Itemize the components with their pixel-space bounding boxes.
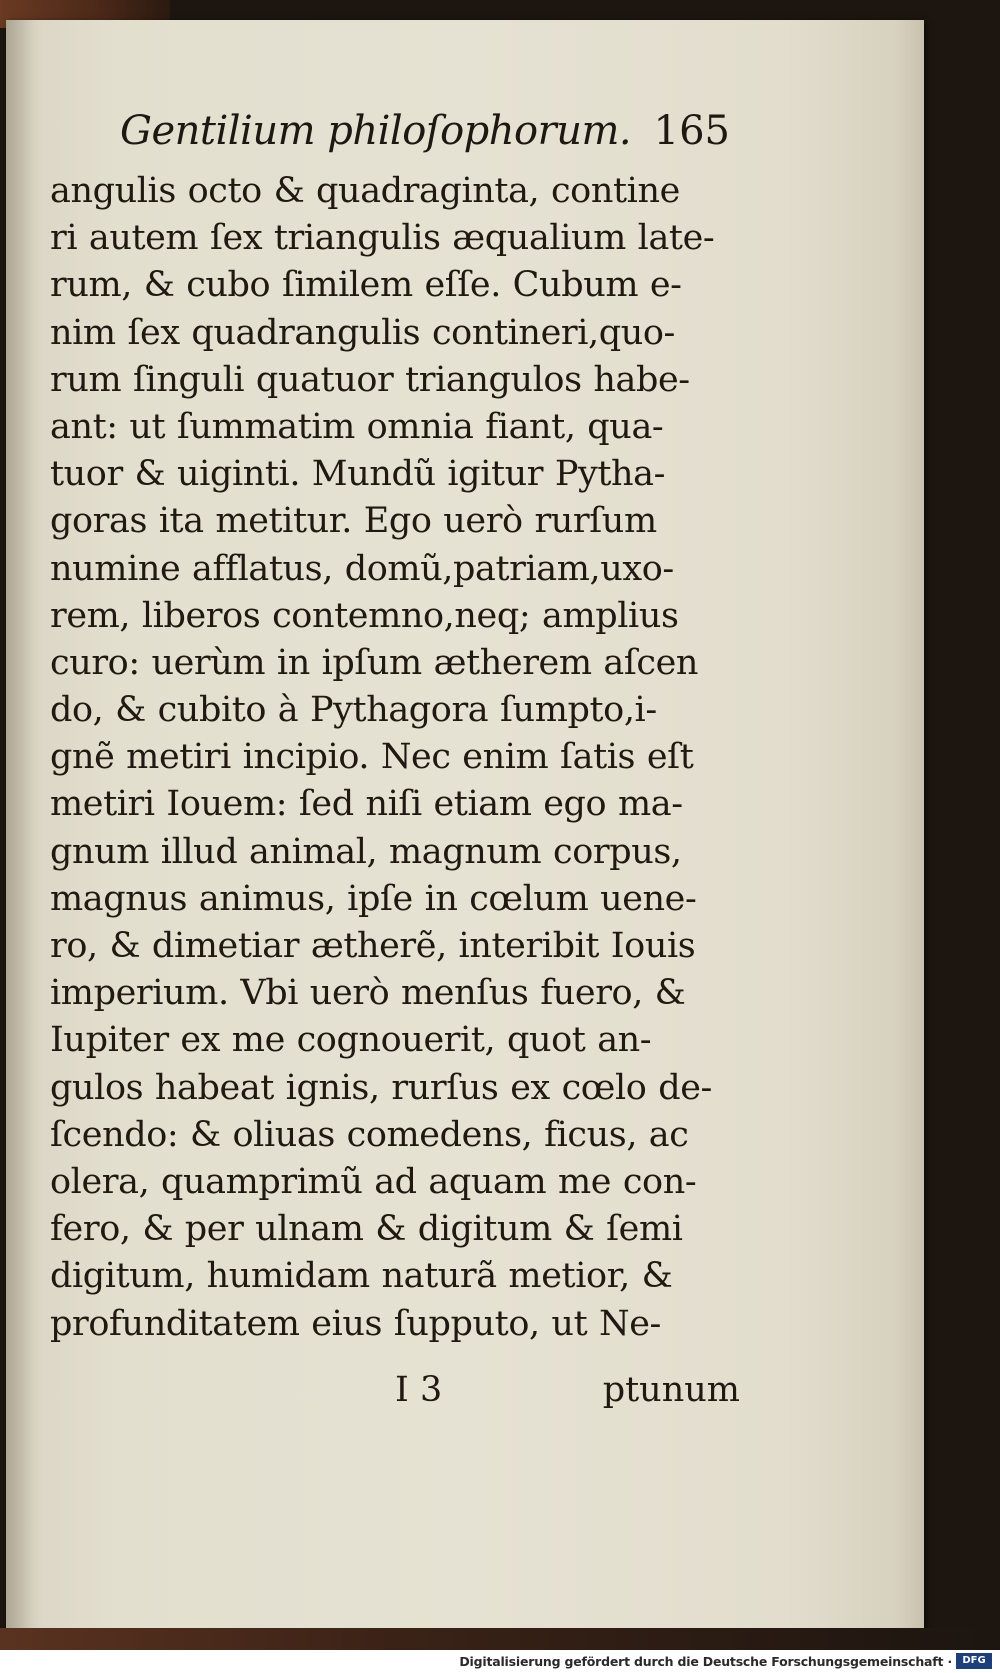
text-line: curo: uerùm in ipſum ætherem aſcen (50, 642, 699, 683)
text-line: gulos habeat ignis, rurſus ex cœlo de- (50, 1067, 712, 1108)
funding-credit: Digitalisierung gefördert durch die Deutsche Forschungsgemeinschaft · (459, 1654, 952, 1669)
text-line: rum ſinguli quatuor triangulos habe- (50, 359, 690, 400)
text-line: digitum, humidam naturã metior, & (50, 1256, 673, 1297)
text-line: tuor & uiginti. Mundũ igitur Pytha- (50, 454, 666, 495)
text-line: imperium. Vbi uerò menſus fuero, & (50, 973, 686, 1014)
dfg-logo[interactable]: DFG (956, 1653, 992, 1669)
text-line: rum, & cubo ſimilem eſſe. Cubum e- (50, 265, 682, 306)
signature-line (50, 1370, 740, 1420)
signature-mark: I 3 (395, 1370, 443, 1410)
text-line: Iupiter ex me cognouerit, quot an- (50, 1020, 652, 1061)
text-line: angulis octo & quadraginta, contine (50, 171, 680, 211)
body-text (50, 168, 740, 1348)
text-line: gnum illud animal, magnum corpus, (50, 831, 682, 872)
footer-bar (0, 1650, 1000, 1673)
text-line: gnẽ metiri incipio. Nec enim ſatis eſt (50, 737, 694, 778)
catchword: ptunum (602, 1370, 740, 1410)
book-binding-bottom (0, 1628, 1000, 1650)
text-line: rem, liberos contemno,neq; amplius (50, 595, 679, 636)
text-line: fero, & per ulnam & digitum & ſemi (50, 1209, 683, 1250)
text-line: ro, & dimetiar ætherẽ, interibit Iouis (50, 926, 696, 966)
text-line: metiri Iouem: ſed niſi etiam ego ma- (50, 784, 683, 825)
text-line: ri autem ſex triangulis æqualium late- (50, 218, 715, 259)
text-line: nim ſex quadrangulis contineri,quo- (50, 312, 675, 353)
text-line: ant: ut ſummatim omnia fiant, qua- (50, 406, 664, 447)
running-head-title: Gentilium philoſophorum. (120, 108, 632, 154)
text-line: magnus animus, ipſe in cœlum uene- (50, 878, 697, 919)
running-head (120, 108, 730, 168)
text-line: goras ita metitur. Ego uerò rurſum (50, 501, 657, 542)
text-line: profunditatem eius ſupputo, ut Ne- (50, 1303, 661, 1344)
page-number: 165 (653, 108, 730, 154)
text-line: do, & cubito à Pythagora ſumpto,i- (50, 690, 657, 731)
text-line: ſcendo: & oliuas comedens, ficus, ac (50, 1114, 689, 1155)
text-line: numine afflatus, domũ,patriam,uxo- (50, 548, 674, 589)
text-line: olera, quamprimũ ad aquam me con- (50, 1161, 697, 1202)
